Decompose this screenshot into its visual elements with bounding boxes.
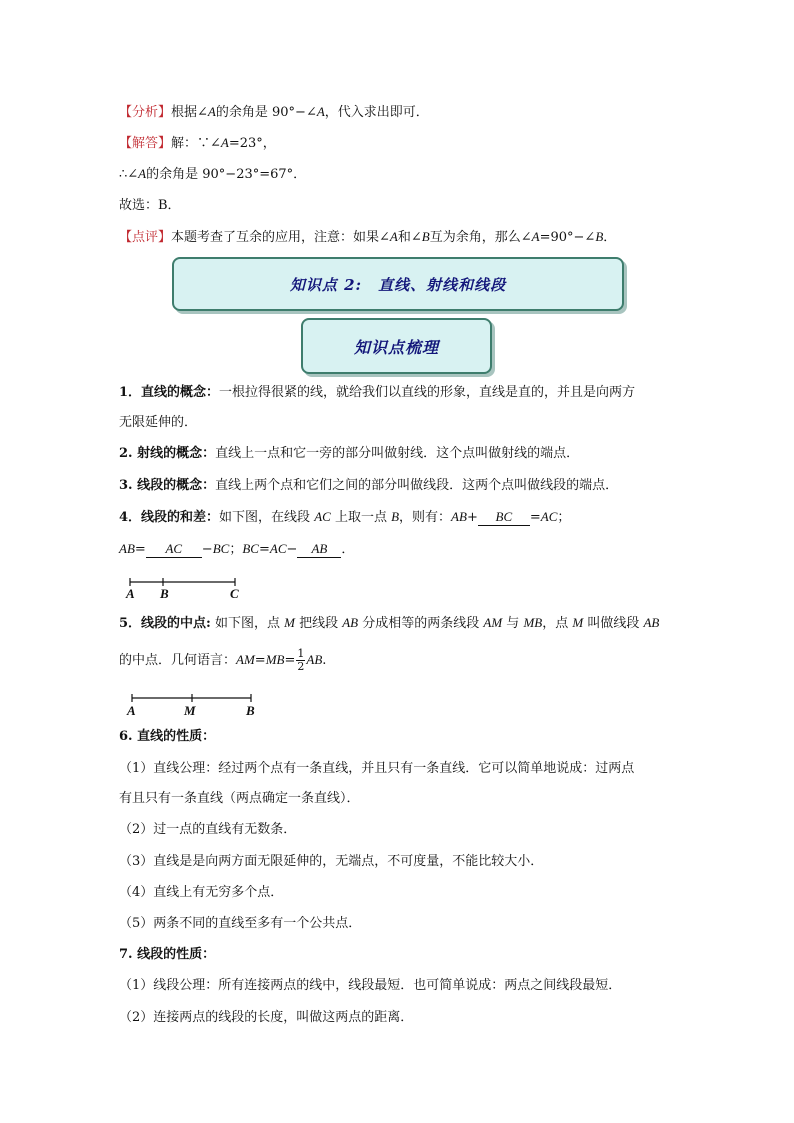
blank-2: AC	[146, 541, 202, 558]
point-7-item-2: （2）连接两点的线段的长度，叫做这两点的距离．	[119, 1010, 414, 1025]
point-6-title: 6. 直线的性质：	[119, 729, 216, 744]
comment-tag: 【点评】	[119, 230, 172, 245]
point-1-line-2: 无限延伸的．	[119, 415, 198, 430]
point-4-line-1: 4．线段的和差：如下图，在线段 AC 上取一点 B，则有：AB+ BC =AC；	[119, 509, 571, 525]
point-6-item-2: （2）过一点的直线有无数条．	[119, 822, 297, 837]
blank-3: AB	[297, 541, 341, 558]
fig2-label-m: M	[184, 703, 196, 718]
fig2-label-a: A	[127, 703, 136, 718]
segment-figure-abc	[120, 574, 260, 604]
point-5-title: 5．线段的中点:	[119, 616, 211, 631]
point-3-title: 3. 线段的概念：	[119, 478, 216, 493]
point-6-item-1b: 有且只有一条直线（两点确定一条直线）．	[119, 791, 360, 806]
fig1-label-c: C	[230, 586, 239, 601]
point-1-title: 1．直线的概念：	[119, 385, 220, 400]
blank-1: BC	[478, 509, 530, 526]
point-5-line-2: 的中点．几何语言：AM=MB= $\frac{1}{2}$ AB.	[119, 647, 327, 673]
subsection-banner: 知识点梳理	[301, 318, 492, 374]
point-6-item-4: （4）直线上有无穷多个点．	[119, 885, 284, 900]
point-4-title: 4．线段的和差：	[119, 510, 220, 525]
analysis-line: 【分析】根据∠A的余角是 90°−∠A，代入求出即可．	[119, 104, 429, 120]
analysis-tag: 【分析】	[119, 105, 172, 120]
point-1-line-1: 1．直线的概念：一根拉得很紧的线，就给我们以直线的形象，直线是直的，并且是向两方	[119, 385, 636, 400]
one-half-fraction: $\frac{1}{2}$	[297, 647, 305, 673]
point-5-line-1: 5．线段的中点: 如下图，点 M 把线段 AB 分成相等的两条线段 AM 与 MB，点 M 叫做线段 AB	[119, 615, 660, 631]
point-3-line: 3. 线段的概念：直线上两个点和它们之间的部分叫做线段．这两个点叫做线段的端点．	[119, 478, 619, 493]
choice-line: 故选：B．	[119, 198, 181, 213]
fig1-label-a: A	[126, 586, 135, 601]
point-2-title: 2. 射线的概念：	[119, 446, 216, 461]
point-7-title: 7. 线段的性质：	[119, 947, 216, 962]
answer-tag: 【解答】	[119, 136, 172, 151]
point-6-item-3: （3）直线是是向两方面无限延伸的，无端点，不可度量，不能比较大小．	[119, 854, 544, 869]
comment-line: 【点评】本题考查了互余的应用，注意：如果∠A和∠B互为余角，那么∠A=90°−∠B．	[119, 229, 617, 245]
fig1-label-b: B	[160, 586, 169, 601]
segment-figure-amb	[120, 690, 270, 720]
point-7-item-1: （1）线段公理：所有连接两点的线中，线段最短．也可简单说成：两点之间线段最短．	[119, 978, 622, 993]
fig2-label-b: B	[246, 703, 255, 718]
section-banner: 知识点 2: 直线、射线和线段	[172, 257, 624, 311]
point-6-item-1a: （1）直线公理：经过两个点有一条直线，并且只有一条直线．它可以简单地说成：过两点	[119, 761, 635, 776]
therefore-line: ∴∠A的余角是 90°−23°=67°．	[119, 166, 307, 182]
answer-line: 【解答】解：∵∠A=23°，	[119, 135, 276, 151]
point-4-line-2: AB= AC −BC；BC=AC− AB ．	[119, 541, 355, 557]
point-6-item-5: （5）两条不同的直线至多有一个公共点．	[119, 916, 362, 931]
point-2-line: 2. 射线的概念：直线上一点和它一旁的部分叫做射线．这个点叫做射线的端点．	[119, 446, 580, 461]
